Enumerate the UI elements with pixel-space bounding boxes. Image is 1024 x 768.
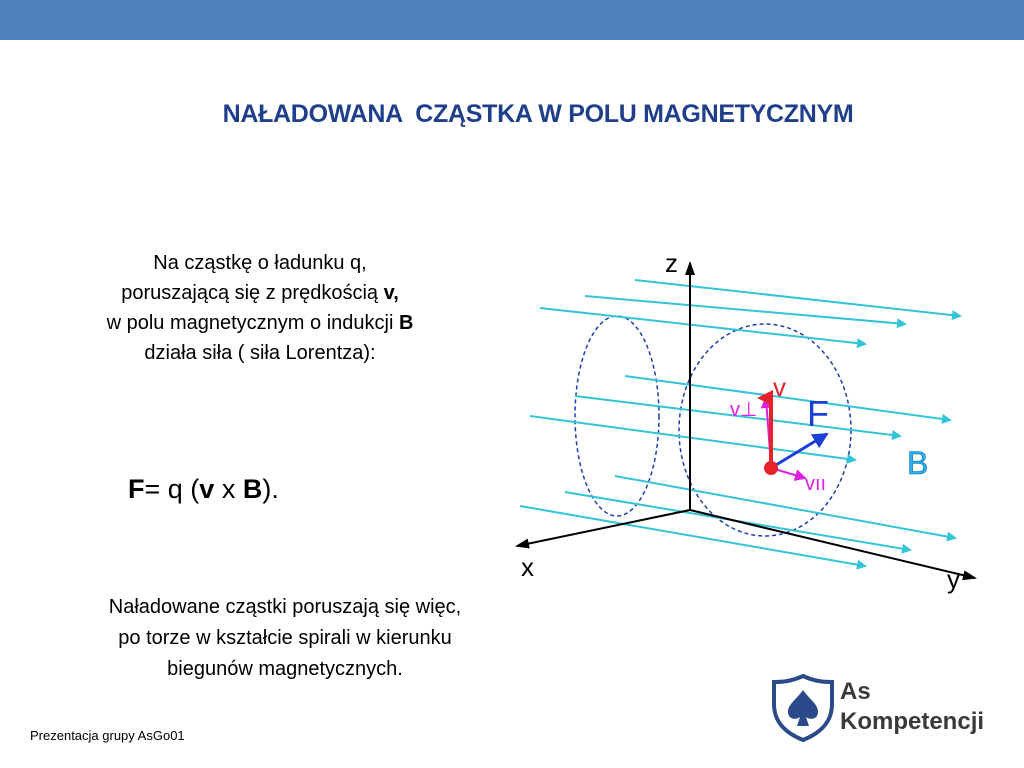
spade-shield-icon <box>770 672 836 742</box>
conclusion-line-3: biegunów magnetycznych. <box>167 658 403 680</box>
v-perp-label: v⊥ <box>730 399 758 421</box>
logo-line-2: Kompetencji <box>840 708 985 735</box>
B-label: B <box>907 445 929 481</box>
footer-text: Prezentacja grupy AsGo01 <box>30 728 185 743</box>
v-label: v <box>773 372 786 402</box>
magnetic-field-diagram <box>505 248 985 598</box>
force-vector <box>771 434 827 468</box>
v-parallel-label: vıı <box>805 473 827 495</box>
field-lines <box>520 280 960 566</box>
lorentz-formula: F= q (v x B). <box>128 474 279 504</box>
logo-line-1: As <box>840 678 871 705</box>
intro-line-4: działa siła ( siła Lorentza): <box>144 342 376 364</box>
conclusion-line-2: po torze w kształcie spirali w kierunku <box>118 627 452 649</box>
intro-line-1: Na cząstkę o ładunku q, <box>153 252 367 274</box>
axis-label-y: y <box>947 564 960 594</box>
axis-label-z: z <box>665 248 678 278</box>
intro-text <box>40 248 480 368</box>
particle-dot <box>764 461 778 475</box>
logo <box>770 672 1000 747</box>
helix-loop-back <box>575 316 659 516</box>
intro-line-2: poruszającą się z prędkością v, <box>121 282 399 304</box>
intro-line-3: w polu magnetycznym o indukcji B <box>106 312 414 334</box>
conclusion-text <box>40 592 530 685</box>
top-bar <box>0 0 1024 40</box>
axis-label-x: x <box>521 552 534 582</box>
conclusion-line-1: Naładowane cząstki poruszają się więc, <box>108 596 462 618</box>
slide-title: NAŁADOWANA CZĄSTKA W POLU MAGNETYCZNYM <box>222 100 854 128</box>
force-label: F <box>807 393 829 434</box>
